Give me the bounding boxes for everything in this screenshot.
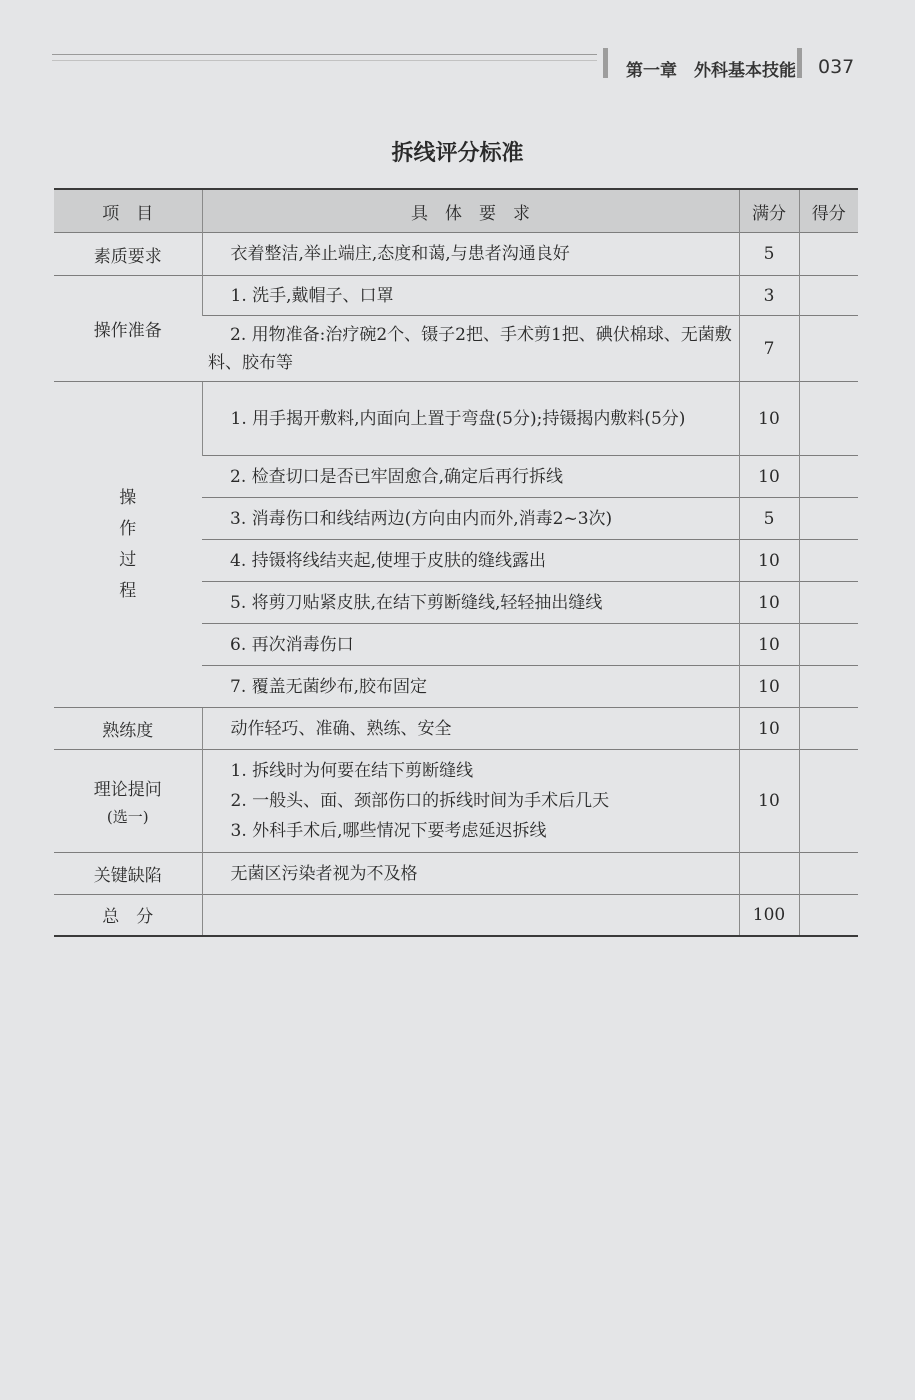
- running-header-chapter: 第一章 外科基本技能: [626, 61, 796, 81]
- table-row: [54, 853, 858, 895]
- score-cell: [799, 853, 858, 895]
- requirement-cell: [202, 895, 739, 936]
- item-process: [54, 382, 202, 708]
- requirement-cell: 1. 用手揭开敷料,内面向上置于弯盘(5分);持镊揭内敷料(5分): [202, 382, 739, 456]
- requirement-cell: [202, 750, 739, 853]
- item-total: 总 分: [54, 895, 202, 936]
- table-row: [54, 276, 858, 316]
- theory-question: 3. 外科手术后,哪些情况下要考虑延迟拆线: [230, 821, 547, 841]
- score-cell: [799, 895, 858, 936]
- requirement-cell: 2. 检查切口是否已牢固愈合,确定后再行拆线: [202, 456, 739, 498]
- full-score-cell: 10: [739, 456, 799, 498]
- full-score-cell: 10: [739, 582, 799, 624]
- requirement-cell: 2. 用物准备:治疗碗2个、镊子2把、手术剪1把、碘伏棉球、无菌敷料、胶布等: [202, 316, 739, 382]
- scoring-table: [54, 188, 858, 937]
- score-cell: [799, 276, 858, 316]
- item-proficiency: 熟练度: [54, 708, 202, 750]
- requirement-cell: 动作轻巧、准确、熟练、安全: [202, 708, 739, 750]
- requirement-cell: 4. 持镊将线结夹起,使埋于皮肤的缝线露出: [202, 540, 739, 582]
- table-row: [54, 382, 858, 456]
- table-row: [54, 750, 858, 853]
- score-cell: [799, 456, 858, 498]
- col-header-item: 项 目: [54, 189, 202, 233]
- full-score-cell: 10: [739, 750, 799, 853]
- full-score-cell: 10: [739, 624, 799, 666]
- score-cell: [799, 624, 858, 666]
- requirement-cell: 6. 再次消毒伤口: [202, 624, 739, 666]
- full-score-cell: 10: [739, 382, 799, 456]
- full-score-cell: 5: [739, 498, 799, 540]
- score-cell: [799, 540, 858, 582]
- col-header-full-score: 满分: [739, 189, 799, 233]
- score-cell: [799, 708, 858, 750]
- col-header-requirement: 具 体 要 求: [202, 189, 739, 233]
- item-preparation: 操作准备: [54, 276, 202, 382]
- full-score-cell: 10: [739, 540, 799, 582]
- item-key-defect: 关键缺陷: [54, 853, 202, 895]
- item-process-char: 程: [119, 580, 137, 601]
- item-process-char: 过: [119, 549, 137, 570]
- requirement-cell: 7. 覆盖无菌纱布,胶布固定: [202, 666, 739, 708]
- header-rule: [52, 54, 597, 55]
- table-row: [54, 895, 858, 936]
- full-score-cell: 5: [739, 233, 799, 276]
- table-row: [54, 233, 858, 276]
- theory-question: 1. 拆线时为何要在结下剪断缝线: [230, 761, 474, 781]
- table-header-row: [54, 189, 858, 233]
- page-number: 037: [818, 56, 855, 78]
- score-cell: [799, 750, 858, 853]
- header-divider-right: [797, 48, 802, 78]
- full-score-cell: 10: [739, 666, 799, 708]
- header-divider-left: [603, 48, 608, 78]
- full-score-cell: [739, 853, 799, 895]
- total-score-cell: 100: [739, 895, 799, 936]
- score-cell: [799, 666, 858, 708]
- requirement-cell: 5. 将剪刀贴紧皮肤,在结下剪断缝线,轻轻抽出缝线: [202, 582, 739, 624]
- score-cell: [799, 582, 858, 624]
- full-score-cell: 3: [739, 276, 799, 316]
- requirement-cell: 1. 洗手,戴帽子、口罩: [202, 276, 739, 316]
- item-quality: 素质要求: [54, 233, 202, 276]
- full-score-cell: 7: [739, 316, 799, 382]
- item-process-char: 作: [119, 518, 137, 539]
- item-theory: [54, 750, 202, 853]
- full-score-cell: 10: [739, 708, 799, 750]
- score-cell: [799, 382, 858, 456]
- item-theory-label: 理论提问: [93, 780, 162, 800]
- requirement-cell: 3. 消毒伤口和线结两边(方向由内而外,消毒2~3次): [202, 498, 739, 540]
- header-rule-secondary: [52, 60, 597, 61]
- score-cell: [799, 316, 858, 382]
- requirement-cell: 无菌区污染者视为不及格: [202, 853, 739, 895]
- page-title: 拆线评分标准: [391, 141, 524, 166]
- score-cell: [799, 233, 858, 276]
- theory-question: 2. 一般头、面、颈部伤口的拆线时间为手术后几天: [230, 791, 610, 811]
- table-row: [54, 708, 858, 750]
- item-process-char: 操: [119, 487, 137, 508]
- col-header-score: 得分: [799, 189, 858, 233]
- item-theory-note: (选一): [106, 808, 149, 826]
- score-cell: [799, 498, 858, 540]
- requirement-cell: 衣着整洁,举止端庄,态度和蔼,与患者沟通良好: [202, 233, 739, 276]
